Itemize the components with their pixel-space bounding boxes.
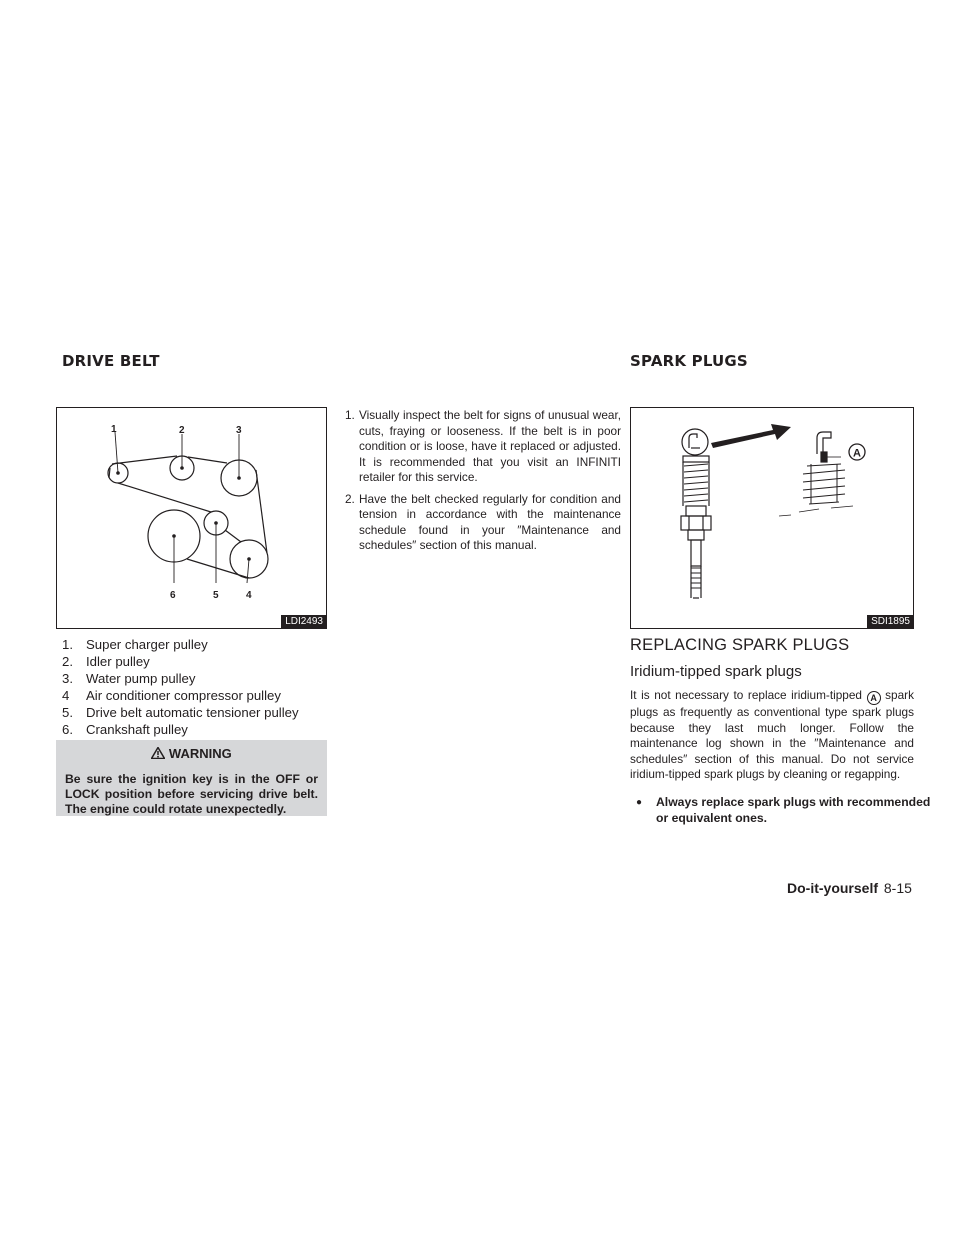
spark-plugs-title: SPARK PLUGS bbox=[630, 352, 748, 370]
callout-3: 3 bbox=[236, 425, 242, 436]
list-item: 2. Idler pulley bbox=[62, 654, 150, 669]
page-footer bbox=[787, 880, 912, 896]
warning-title: WARNING bbox=[168, 746, 232, 761]
warning-icon bbox=[151, 747, 165, 759]
list-item: 1. Visually inspect the belt for signs of unusual wear, cuts, fraying or looseness. If the belt is in poor condition or is loose, have it replaced or adjusted. It is recommended that you visit an INFINITI retailer for this service. bbox=[345, 408, 621, 484]
list-item: 2. Have the belt checked regularly for condition and tension in accordance with the maintenance schedule found in your ″Maintenance and schedules″ section of this manual. bbox=[345, 491, 621, 552]
list-item: 3. Water pump pulley bbox=[62, 671, 196, 686]
pulley-legend bbox=[62, 636, 332, 738]
callout-a-inline: A bbox=[867, 691, 881, 705]
figure-code: LDI2493 bbox=[281, 615, 326, 628]
callout-6: 6 bbox=[170, 590, 176, 601]
spark-plug-diagram bbox=[631, 408, 913, 628]
drive-belt-diagram bbox=[57, 408, 326, 628]
callout-4: 4 bbox=[246, 590, 252, 601]
list-item: 6. Crankshaft pulley bbox=[62, 722, 188, 737]
list-item: 4 Air conditioner compressor pulley bbox=[62, 688, 281, 703]
drive-belt-title: DRIVE BELT bbox=[62, 352, 160, 370]
footer-page-number: 8-15 bbox=[883, 880, 912, 896]
figure-code: SDI1895 bbox=[867, 615, 913, 628]
bullet-item: ● Always replace spark plugs with recommended or equivalent ones. bbox=[636, 795, 931, 825]
drive-belt-figure bbox=[56, 407, 327, 629]
warning-text: Be sure the ignition key is in the OFF or LOCK position before servicing drive belt. The engine could rotate unexpectedly. bbox=[65, 772, 318, 816]
bullet-icon: ● bbox=[636, 797, 643, 808]
callout-2: 2 bbox=[179, 425, 185, 436]
callout-1: 1 bbox=[111, 424, 117, 435]
spark-plug-body: It is not necessary to replace iridium-tipped A spark plugs as frequently as conventional type spark plugs because they last much longer. Follow the maintenance log shown in the ″Maintenance and schedules″ section of this manual. Do not service iridium-tipped spark plugs by cleaning or regapping. bbox=[630, 688, 915, 781]
warning-box bbox=[56, 740, 327, 816]
replacing-spark-plugs-heading: REPLACING SPARK PLUGS bbox=[630, 636, 850, 654]
callout-5: 5 bbox=[213, 590, 219, 601]
iridium-subheading: Iridium-tipped spark plugs bbox=[630, 663, 802, 680]
belt-inspection-steps bbox=[345, 408, 621, 560]
footer-section: Do-it-yourself bbox=[787, 880, 878, 896]
list-item: 1. Super charger pulley bbox=[62, 637, 208, 652]
callout-a: A bbox=[853, 447, 861, 460]
list-item: 5. Drive belt automatic tensioner pulley bbox=[62, 705, 299, 720]
spark-plug-figure bbox=[630, 407, 914, 629]
warning-header bbox=[56, 740, 327, 768]
